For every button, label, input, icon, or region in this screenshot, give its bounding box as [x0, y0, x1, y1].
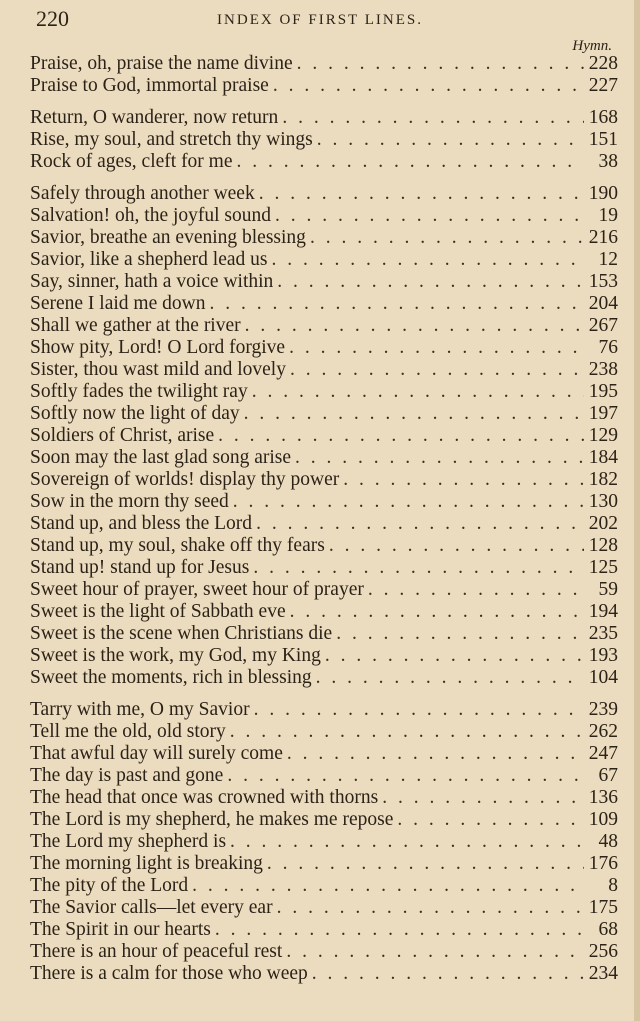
- index-group: [30, 107, 618, 173]
- entry-first-line: Savior, breathe an evening blessing: [30, 227, 306, 248]
- index-entry: [30, 53, 618, 75]
- hymn-number: 216: [588, 227, 618, 248]
- entry-first-line: Praise, oh, praise the name divine: [30, 53, 293, 74]
- running-title: INDEX OF FIRST LINES.: [217, 12, 423, 28]
- hymn-number: 267: [588, 315, 618, 336]
- index-entry: [30, 425, 618, 447]
- entry-first-line: Sovereign of worlds! display thy power: [30, 469, 340, 490]
- entry-first-line: Sweet is the scene when Christians die: [30, 623, 333, 644]
- hymn-number: 48: [598, 831, 618, 852]
- hymn-number: 12: [598, 249, 618, 270]
- index-entry: [30, 129, 618, 151]
- index-entry: [30, 765, 618, 787]
- dot-leader: [397, 809, 584, 831]
- hymn-number: 193: [588, 645, 618, 666]
- dot-leader: [267, 853, 584, 875]
- entry-first-line: Sister, thou wast mild and lovely: [30, 359, 286, 380]
- hymn-number: 168: [588, 107, 618, 128]
- dot-leader: [325, 645, 584, 667]
- entry-first-line: There is an hour of peaceful rest: [30, 941, 283, 962]
- hymn-number: 234: [588, 963, 618, 984]
- entry-first-line: Tell me the old, old story: [30, 721, 226, 742]
- index-entry: [30, 315, 618, 337]
- hymn-number: 182: [588, 469, 618, 490]
- entry-first-line: The Lord is my shepherd, he makes me repose: [30, 809, 394, 830]
- index-group: [30, 183, 618, 689]
- dot-leader: [209, 293, 584, 315]
- entry-first-line: Say, sinner, hath a voice within: [30, 271, 274, 292]
- index-entry: [30, 337, 618, 359]
- index-entry: [30, 787, 618, 809]
- hymn-number: 8: [608, 875, 618, 896]
- entry-first-line: The morning light is breaking: [30, 853, 263, 874]
- hymn-number: 184: [588, 447, 618, 468]
- hymn-number: 228: [588, 53, 618, 74]
- dot-leader: [382, 787, 584, 809]
- hymn-number: 136: [588, 787, 618, 808]
- dot-leader: [277, 897, 584, 919]
- dot-leader: [237, 151, 584, 173]
- hymn-number: 19: [598, 205, 618, 226]
- dot-leader: [297, 53, 584, 75]
- dot-leader: [233, 491, 584, 513]
- dot-leader: [287, 743, 584, 765]
- index-group: [30, 53, 618, 97]
- hymn-number: 190: [588, 183, 618, 204]
- dot-leader: [192, 875, 584, 897]
- index-entry: [30, 579, 618, 601]
- entry-first-line: Soon may the last glad song arise: [30, 447, 292, 468]
- hymn-number: 238: [588, 359, 618, 380]
- index-entry: [30, 249, 618, 271]
- index-entry: [30, 721, 618, 743]
- index-entry: [30, 601, 618, 623]
- entry-first-line: There is a calm for those who weep: [30, 963, 308, 984]
- hymn-number: 128: [588, 535, 618, 556]
- index-entry: [30, 699, 618, 721]
- hymn-number: 153: [588, 271, 618, 292]
- dot-leader: [253, 557, 584, 579]
- entry-first-line: Rock of ages, cleft for me: [30, 151, 233, 172]
- index-entry: [30, 743, 618, 765]
- hymn-number: 175: [588, 897, 618, 918]
- dot-leader: [290, 601, 584, 623]
- entry-first-line: Stand up! stand up for Jesus: [30, 557, 250, 578]
- hymn-number: 197: [588, 403, 618, 424]
- hymn-number: 256: [588, 941, 618, 962]
- hymn-number: 68: [598, 919, 618, 940]
- entry-first-line: Sweet the moments, rich in blessing: [30, 667, 312, 688]
- entry-first-line: Sow in the morn thy seed: [30, 491, 229, 512]
- index-entry: [30, 875, 618, 897]
- dot-leader: [227, 765, 584, 787]
- entry-first-line: The pity of the Lord: [30, 875, 189, 896]
- dot-leader: [254, 699, 584, 721]
- index-entry: [30, 205, 618, 227]
- index-entries: [30, 53, 618, 985]
- hymn-number: 235: [588, 623, 618, 644]
- index-entry: [30, 645, 618, 667]
- hymn-column-label: Hymn.: [572, 38, 612, 54]
- entry-first-line: That awful day will surely come: [30, 743, 283, 764]
- index-entry: [30, 809, 618, 831]
- dot-leader: [336, 623, 584, 645]
- entry-first-line: Praise to God, immortal praise: [30, 75, 269, 96]
- index-entry: [30, 557, 618, 579]
- dot-leader: [312, 963, 584, 985]
- index-entry: [30, 469, 618, 491]
- dot-leader: [230, 721, 584, 743]
- index-entry: [30, 897, 618, 919]
- entry-first-line: Salvation! oh, the joyful sound: [30, 205, 272, 226]
- dot-leader: [244, 403, 584, 425]
- hymn-number: 262: [588, 721, 618, 742]
- dot-leader: [368, 579, 584, 601]
- index-entry: [30, 919, 618, 941]
- dot-leader: [290, 359, 584, 381]
- entry-first-line: Serene I laid me down: [30, 293, 206, 314]
- dot-leader: [218, 425, 584, 447]
- hymn-number: 151: [588, 129, 618, 150]
- entry-first-line: Savior, like a shepherd lead us: [30, 249, 268, 270]
- dot-leader: [272, 249, 585, 271]
- index-entry: [30, 381, 618, 403]
- index-entry: [30, 667, 618, 689]
- hymn-number: 194: [588, 601, 618, 622]
- hymn-number: 76: [598, 337, 618, 358]
- hymn-number: 202: [588, 513, 618, 534]
- dot-leader: [282, 107, 584, 129]
- hymn-number: 59: [598, 579, 618, 600]
- hymn-number: 38: [598, 151, 618, 172]
- entry-first-line: Stand up, my soul, shake off thy fears: [30, 535, 325, 556]
- dot-leader: [273, 75, 584, 97]
- index-entry: [30, 623, 618, 645]
- index-entry: [30, 403, 618, 425]
- hymn-number: 195: [588, 381, 618, 402]
- dot-leader: [259, 183, 584, 205]
- dot-leader: [245, 315, 584, 337]
- index-entry: [30, 831, 618, 853]
- entry-first-line: Rise, my soul, and stretch thy wings: [30, 129, 313, 150]
- page-number: 220: [36, 6, 69, 31]
- hymn-number: 129: [588, 425, 618, 446]
- index-entry: [30, 535, 618, 557]
- hymn-number: 125: [588, 557, 618, 578]
- page-edge: [634, 0, 640, 1021]
- index-entry: [30, 227, 618, 249]
- entry-first-line: Sweet is the work, my God, my King: [30, 645, 321, 666]
- hymn-number: 130: [588, 491, 618, 512]
- page-header: [30, 6, 610, 36]
- entry-first-line: Return, O wanderer, now return: [30, 107, 279, 128]
- dot-leader: [316, 667, 584, 689]
- dot-leader: [295, 447, 584, 469]
- hymn-number: 239: [588, 699, 618, 720]
- index-entry: [30, 151, 618, 173]
- hymn-number: 109: [588, 809, 618, 830]
- dot-leader: [310, 227, 584, 249]
- index-group: [30, 699, 618, 985]
- hymn-number: 67: [598, 765, 618, 786]
- entry-first-line: The day is past and gone: [30, 765, 224, 786]
- index-entry: [30, 491, 618, 513]
- dot-leader: [286, 941, 584, 963]
- index-entry: [30, 271, 618, 293]
- dot-leader: [275, 205, 584, 227]
- hymn-number: 247: [588, 743, 618, 764]
- entry-first-line: Softly now the light of day: [30, 403, 240, 424]
- entry-first-line: Stand up, and bless the Lord: [30, 513, 253, 534]
- entry-first-line: Softly fades the twilight ray: [30, 381, 248, 402]
- index-entry: [30, 513, 618, 535]
- dot-leader: [256, 513, 584, 535]
- index-entry: [30, 853, 618, 875]
- index-entry: [30, 183, 618, 205]
- dot-leader: [277, 271, 584, 293]
- index-entry: [30, 75, 618, 97]
- index-entry: [30, 963, 618, 985]
- entry-first-line: The Spirit in our hearts: [30, 919, 211, 940]
- entry-first-line: The head that once was crowned with thorns: [30, 787, 379, 808]
- entry-first-line: Sweet hour of prayer, sweet hour of prayer: [30, 579, 364, 600]
- index-entry: [30, 941, 618, 963]
- hymn-number: 227: [588, 75, 618, 96]
- index-entry: [30, 107, 618, 129]
- entry-first-line: Soldiers of Christ, arise: [30, 425, 215, 446]
- index-entry: [30, 447, 618, 469]
- hymn-number: 104: [588, 667, 618, 688]
- hymn-number: 204: [588, 293, 618, 314]
- dot-leader: [252, 381, 584, 403]
- entry-first-line: Sweet is the light of Sabbath eve: [30, 601, 286, 622]
- entry-first-line: Tarry with me, O my Savior: [30, 699, 250, 720]
- entry-first-line: Shall we gather at the river: [30, 315, 241, 336]
- entry-first-line: The Lord my shepherd is: [30, 831, 227, 852]
- index-entry: [30, 293, 618, 315]
- hymn-number: 176: [588, 853, 618, 874]
- entry-first-line: Show pity, Lord! O Lord forgive: [30, 337, 286, 358]
- entry-first-line: Safely through another week: [30, 183, 255, 204]
- entry-first-line: The Savior calls—let every ear: [30, 897, 273, 918]
- dot-leader: [215, 919, 584, 941]
- index-entry: [30, 359, 618, 381]
- dot-leader: [343, 469, 584, 491]
- dot-leader: [317, 129, 584, 151]
- dot-leader: [329, 535, 584, 557]
- dot-leader: [230, 831, 584, 853]
- dot-leader: [289, 337, 584, 359]
